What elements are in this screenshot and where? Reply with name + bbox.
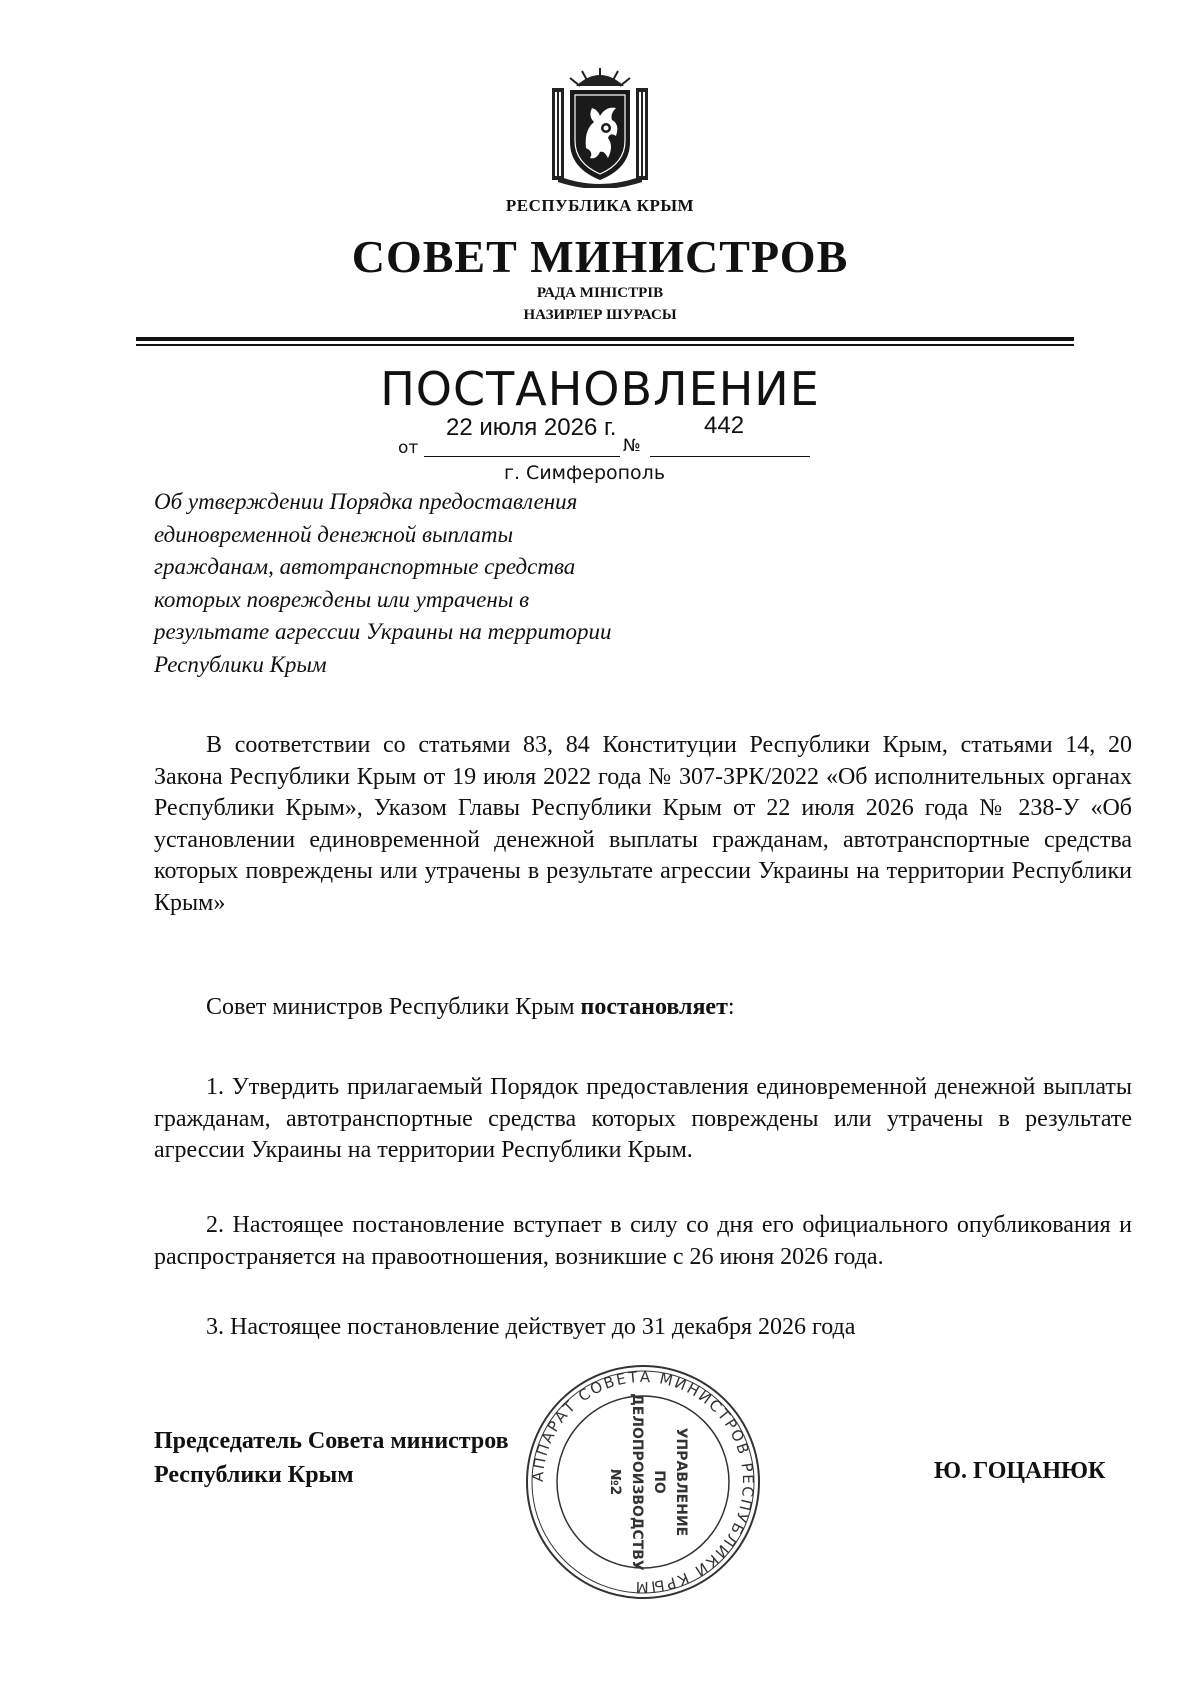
council-name: СОВЕТ МИНИСТРОВ bbox=[351, 231, 849, 282]
document-title: ПОСТАНОВЛЕНИЕ bbox=[380, 362, 820, 416]
stamp-inner-line: УПРАВЛЕНИЕ bbox=[673, 1427, 689, 1537]
stamp-outer-text: АППАРАТ СОВЕТА МИНИСТРОВ РЕСПУБЛИКИ КРЫМ bbox=[528, 1367, 758, 1597]
date-label: от bbox=[398, 438, 419, 458]
crimea-coat-of-arms-icon bbox=[548, 66, 652, 188]
document-number: 442 bbox=[704, 412, 745, 439]
stamp-inner-line: ДЕЛОПРОИЗВОДСТВУ bbox=[629, 1393, 645, 1571]
item-2-paragraph: 2. Настоящее постановление вступает в силу со дня его официального опубликования и распространяется на правоотношения, возникшие с 26 июня 2026 года. bbox=[154, 1212, 1132, 1270]
resolves-prefix: Совет министров Республики Крым bbox=[206, 994, 581, 1020]
number-label: № bbox=[623, 436, 641, 456]
official-stamp-icon bbox=[520, 1362, 766, 1602]
republic-name: РЕСПУБЛИКА КРЫМ bbox=[505, 196, 695, 215]
stamp-inner-line: ПО bbox=[651, 1470, 667, 1494]
document-city: г. Симферополь bbox=[504, 462, 666, 484]
subject-line: гражданам, автотранспортные средства bbox=[154, 554, 576, 579]
subject-line: результате агрессии Украины на территории bbox=[154, 619, 612, 644]
resolves-suffix: : bbox=[727, 994, 735, 1020]
document-subject bbox=[154, 486, 754, 681]
subject-line: Республики Крым bbox=[154, 651, 327, 677]
date-underline bbox=[424, 456, 620, 457]
subject-line: единовременной денежной выплаты bbox=[154, 521, 514, 547]
council-name-crimean-tatar: НАЗИРЛЕР ШУРАСЫ bbox=[523, 307, 677, 323]
signatory-title-line: Республики Крым bbox=[154, 1462, 354, 1488]
signatory-title bbox=[154, 1424, 509, 1492]
number-underline bbox=[650, 456, 810, 457]
resolves-keyword: постановляет bbox=[580, 994, 728, 1020]
header-rule-thick bbox=[136, 337, 1074, 341]
item-1-paragraph: 1. Утвердить прилагаемый Порядок предоставления единовременной денежной выплаты гражданам, автотранспортные средства которых повреждены или утрачены в результате агрессии Украины на территории Республики Крым. bbox=[154, 1074, 1132, 1163]
resolves-paragraph bbox=[154, 992, 1132, 1024]
subject-line: которых повреждены или утрачены в bbox=[154, 586, 530, 612]
signatory-name: Ю. ГОЦАНЮК bbox=[934, 1458, 1106, 1484]
header-rule-thin bbox=[136, 344, 1074, 346]
preamble-paragraph: В соответствии со статьями 83, 84 Конституции Республики Крым, статьями 14, 20 Закона Республики Крым от 19 июля 2022 года № 307-ЗРК/2022 «Об исполнительных органах Республики Крым», Указом Главы Республики Крым от 22 июля 2026 года № 238-У «Об установлении единовременной денежной выплаты гражданам, автотранспортные средства которых повреждены или утрачены в результате агрессии Украины на территории Республики Крым» bbox=[154, 732, 1132, 916]
council-name-ukrainian: РАДА МІНІСТРІВ bbox=[536, 285, 664, 301]
subject-line: Об утверждении Порядка предоставления bbox=[154, 489, 578, 514]
item-3-paragraph: 3. Настоящее постановление действует до 31 декабря 2026 года bbox=[206, 1314, 856, 1340]
stamp-inner-line: №2 bbox=[607, 1468, 623, 1496]
signatory-title-line: Председатель Совета министров bbox=[154, 1428, 509, 1454]
document-date: 22 июля 2026 г. bbox=[446, 414, 617, 441]
